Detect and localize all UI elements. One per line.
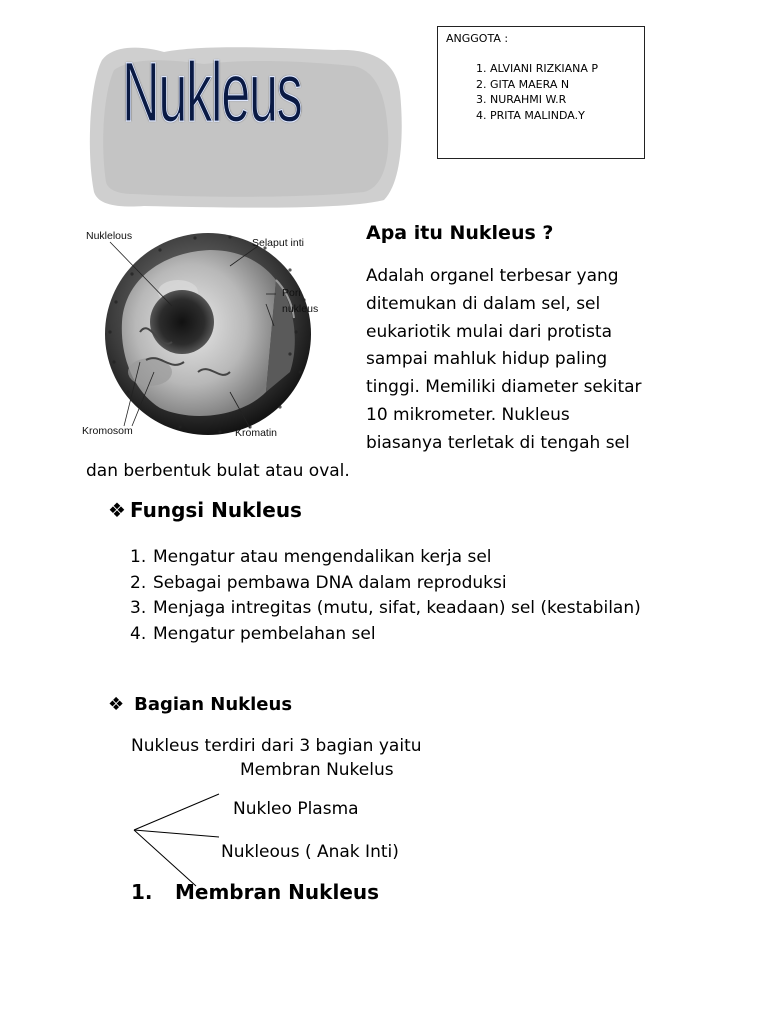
list-text: Mengatur pembelahan sel	[153, 623, 376, 644]
fungsi-heading-text: Fungsi Nukleus	[129, 498, 302, 522]
intro-line	[366, 290, 693, 318]
bagian-heading	[108, 694, 292, 715]
member-item: 4. PRITA MALINDA.Y	[490, 108, 636, 124]
list-item	[130, 622, 650, 648]
nucleus-sphere	[105, 233, 311, 435]
list-number: 3.	[130, 598, 147, 618]
label-kromosom: Kromosom	[82, 425, 133, 437]
intro-line-text: Adalah organel terbesar yang	[366, 266, 619, 286]
intro-last-line: dan berbentuk bulat atau oval.	[86, 461, 350, 481]
section-heading	[131, 880, 379, 904]
list-text: Mengatur atau mengendalikan kerja sel	[153, 547, 492, 567]
list-number: 1.	[130, 547, 147, 567]
intro-line-text: biasanya terletak di tengah sel	[366, 433, 630, 453]
members-box	[437, 26, 645, 159]
intro-line-text: eukariotik mulai dari protista	[366, 322, 613, 342]
intro-line-text: ditemukan di dalam sel, sel	[366, 294, 601, 314]
section-title: Membran Nukleus	[175, 880, 380, 904]
list-number: 2.	[130, 572, 147, 593]
list-item	[130, 545, 650, 571]
part-label: Nukleous ( Anak Inti)	[221, 842, 399, 862]
label-kromatin: Kromatin	[235, 427, 278, 439]
label-nukleolus: Nuklelous	[86, 230, 133, 242]
nucleolus-core	[150, 290, 214, 354]
list-item	[130, 571, 650, 597]
section-number: 1.	[131, 880, 153, 904]
diamond-bullet-icon: ❖	[108, 694, 125, 715]
intro-line-text: tinggi. Memiliki diameter sekitar	[366, 377, 642, 397]
intro-line-text: sampai mahluk hidup paling	[366, 349, 608, 369]
list-number: 4.	[130, 623, 147, 644]
part-label: Membran Nukelus	[240, 760, 394, 780]
intro-line	[366, 401, 693, 429]
member-item: 2. GITA MAERA N	[490, 77, 636, 93]
nucleus-figure	[80, 222, 350, 446]
intro-line-text: 10 mikrometer. Nukleus	[366, 405, 570, 425]
intro-line	[366, 373, 693, 401]
page-title: Nukleus	[122, 45, 302, 139]
fungsi-list	[130, 545, 650, 647]
member-item: 1. ALVIANI RIZKIANA P	[490, 61, 636, 77]
diamond-bullet-icon: ❖	[108, 498, 126, 522]
members-list	[446, 61, 636, 123]
bagian-heading-text: Bagian Nukleus	[134, 694, 293, 715]
intro-line	[366, 318, 693, 346]
members-label: ANGGOTA :	[446, 32, 509, 45]
label-pori-1: Pori	[282, 287, 301, 299]
intro-heading: Apa itu Nukleus ?	[366, 222, 554, 244]
intro-line	[366, 429, 693, 457]
list-item	[130, 596, 650, 622]
branch-lines	[120, 780, 240, 890]
list-text: Menjaga intregitas (mutu, sifat, keadaan) sel (kestabilan)	[153, 598, 641, 618]
intro-line	[366, 262, 693, 290]
bagian-intro: Nukleus terdiri dari 3 bagian yaitu	[131, 736, 422, 756]
intro-line	[366, 345, 693, 373]
member-item: 3. NURAHMI W.R	[490, 92, 636, 108]
list-text: Sebagai pembawa DNA dalam reproduksi	[153, 572, 507, 593]
label-pori-2: nukleus	[282, 303, 319, 315]
label-selaput: Selaput inti	[252, 237, 304, 249]
part-label: Nukleo Plasma	[233, 799, 359, 819]
fungsi-heading	[108, 498, 302, 522]
